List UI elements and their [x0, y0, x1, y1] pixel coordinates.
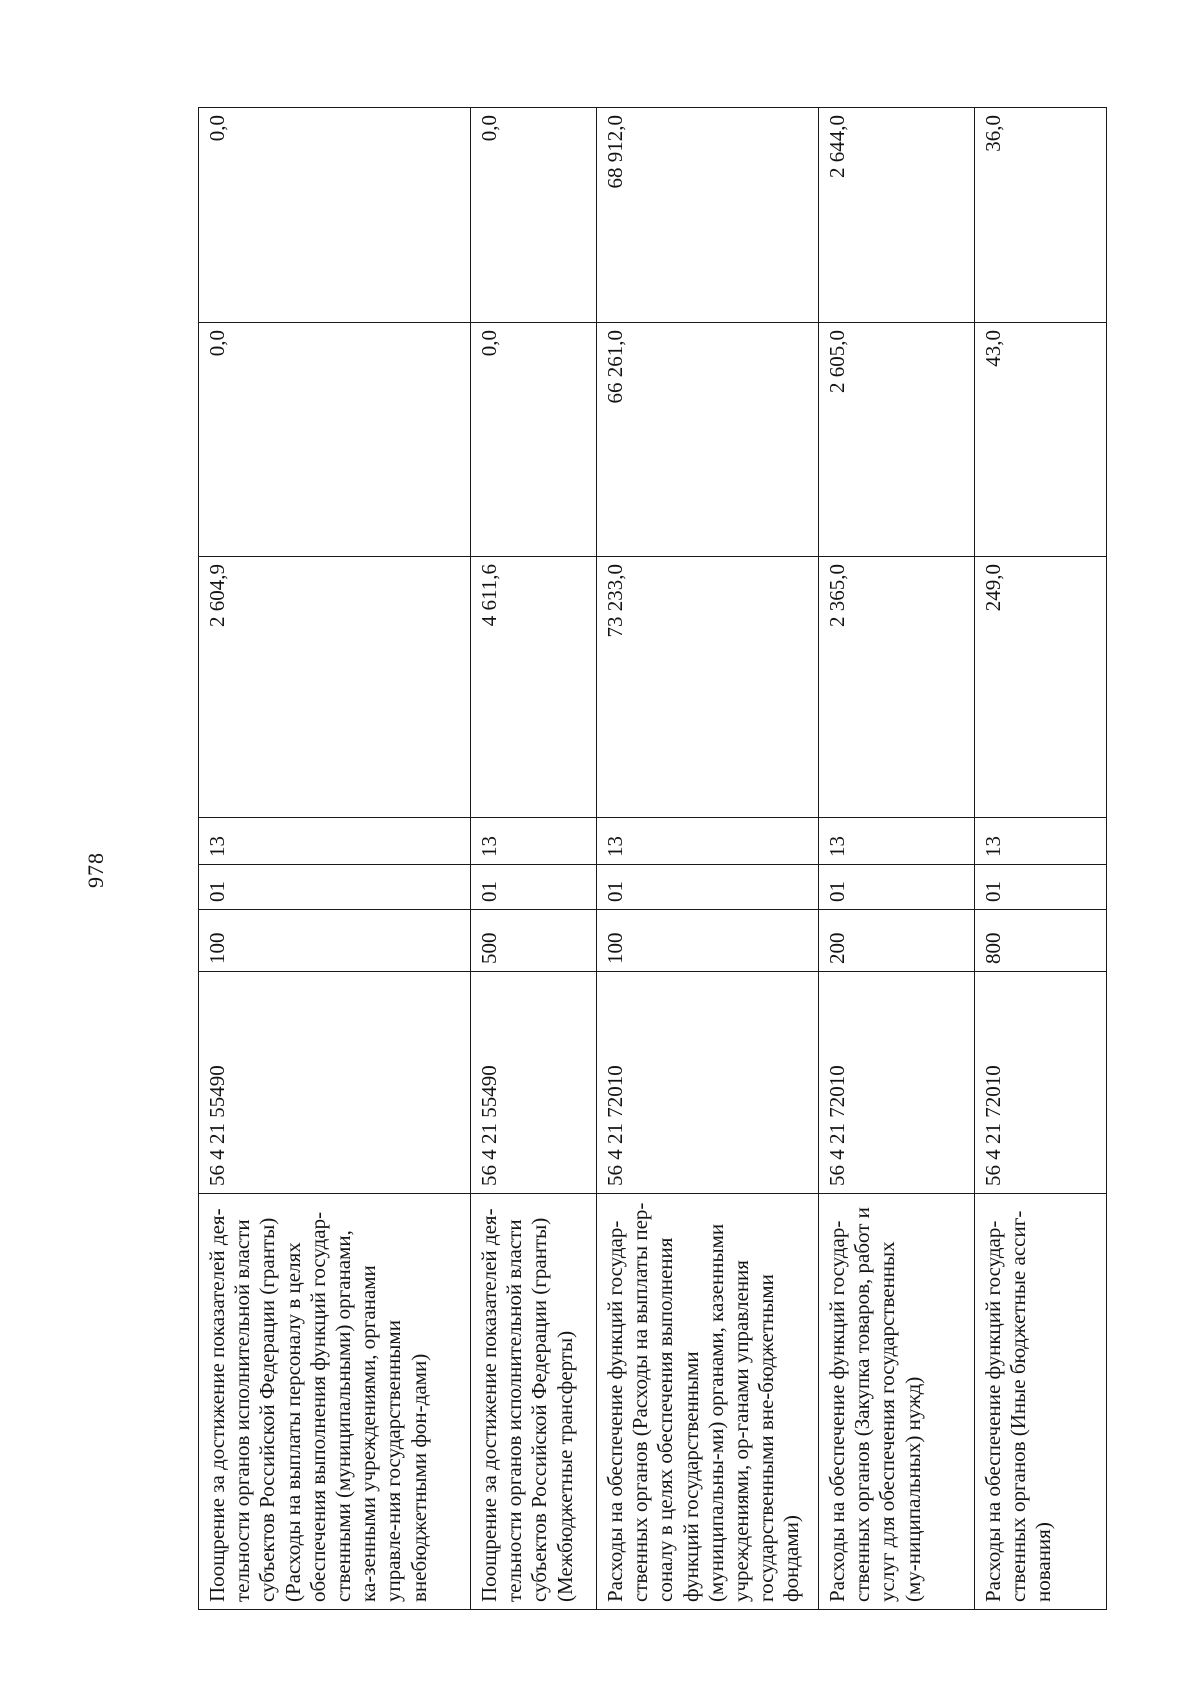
expense-type-cell: 100 [597, 910, 819, 972]
expense-name-cell: Расходы на обеспечение функций государ-ственных органов (Иные бюджетные ассиг-нования) [975, 1194, 1107, 1610]
table-container [198, 108, 1106, 1610]
section-cell: 01 [975, 865, 1107, 910]
amount-3-cell: 2 644,0 [819, 108, 975, 323]
amount-2-cell: 0,0 [199, 323, 471, 557]
expense-type-cell: 100 [199, 910, 471, 972]
amount-1-cell: 2 365,0 [819, 557, 975, 818]
amount-3-cell: 36,0 [975, 108, 1107, 323]
page-number: 978 [83, 852, 108, 888]
target-article-code-cell: 56 4 21 72010 [819, 972, 975, 1194]
amount-1-cell: 2 604,9 [199, 557, 471, 818]
budget-table [198, 107, 1107, 1610]
expense-name-cell: Поощрение за достижение показателей дея-тельности органов исполнительной власти субъектов Российской Федерации (гранты) (Межбюджетные трансферты) [471, 1194, 597, 1610]
section-cell: 01 [471, 865, 597, 910]
table-row [597, 108, 819, 1610]
section-cell: 01 [199, 865, 471, 910]
table-row [975, 108, 1107, 1610]
expense-type-cell: 500 [471, 910, 597, 972]
section-cell: 01 [597, 865, 819, 910]
expense-name-cell: Поощрение за достижение показателей дея-тельности органов исполнительной власти субъектов Российской Федерации (гранты) (Расходы на выплаты персоналу в целях обеспечения выполнения функций государ-ственными (муниципальными) органами, ка-зенными учреждениями, органами управле-ния государственными внебюджетными фон-дами) [199, 1194, 471, 1610]
table-row [199, 108, 471, 1610]
amount-2-cell: 43,0 [975, 323, 1107, 557]
subsection-cell: 13 [597, 818, 819, 865]
subsection-cell: 13 [471, 818, 597, 865]
target-article-code-cell: 56 4 21 72010 [975, 972, 1107, 1194]
subsection-cell: 13 [199, 818, 471, 865]
expense-name-cell: Расходы на обеспечение функций государ-ственных органов (Закупка товаров, работ и услуг для обеспечения государственных (му-ниципальных) нужд) [819, 1194, 975, 1610]
expense-type-cell: 800 [975, 910, 1107, 972]
amount-1-cell: 73 233,0 [597, 557, 819, 818]
expense-name-cell: Расходы на обеспечение функций государ-ственных органов (Расходы на выплаты пер-соналу в целях обеспечения выполнения функций государственными (муниципальны-ми) органами, казенными учреждениями, ор-ганами управления государственными вне-бюджетными фондами) [597, 1194, 819, 1610]
amount-3-cell: 0,0 [199, 108, 471, 323]
target-article-code-cell: 56 4 21 55490 [199, 972, 471, 1194]
amount-3-cell: 0,0 [471, 108, 597, 323]
target-article-code-cell: 56 4 21 55490 [471, 972, 597, 1194]
target-article-code-cell: 56 4 21 72010 [597, 972, 819, 1194]
section-cell: 01 [819, 865, 975, 910]
amount-3-cell: 68 912,0 [597, 108, 819, 323]
amount-1-cell: 4 611,6 [471, 557, 597, 818]
table-row [471, 108, 597, 1610]
subsection-cell: 13 [819, 818, 975, 865]
subsection-cell: 13 [975, 818, 1107, 865]
amount-1-cell: 249,0 [975, 557, 1107, 818]
expense-type-cell: 200 [819, 910, 975, 972]
amount-2-cell: 0,0 [471, 323, 597, 557]
table-row [819, 108, 975, 1610]
amount-2-cell: 2 605,0 [819, 323, 975, 557]
amount-2-cell: 66 261,0 [597, 323, 819, 557]
